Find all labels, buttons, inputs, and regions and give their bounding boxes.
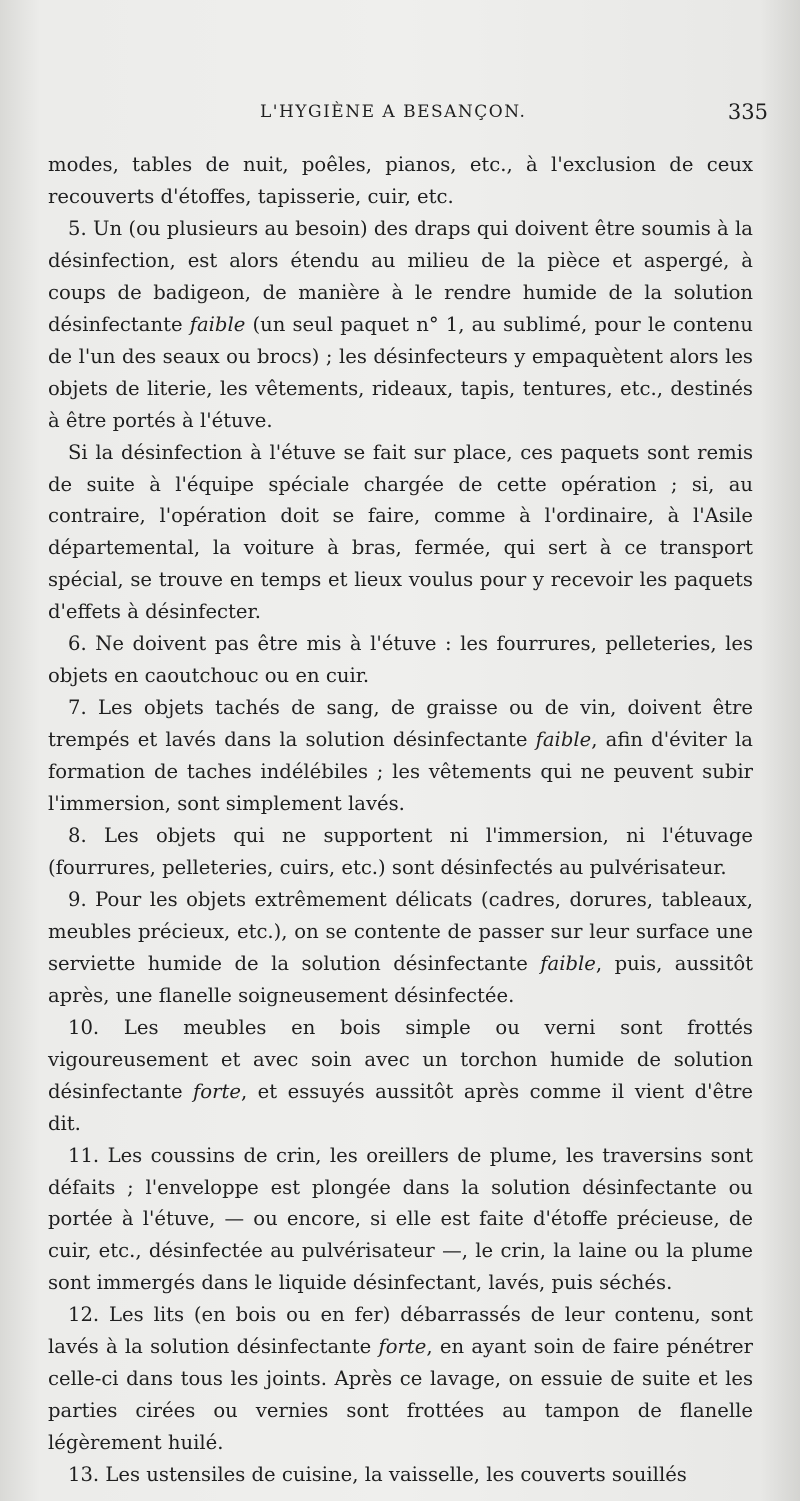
text-segment: 11. Les coussins de crin, les oreillers de plume, les traversins sont défaits ; l'enveloppe est plongée dans la solution désinfectante ou portée à l'étuve, — ou encore, si elle est faite d'étoffe précieuse, de cuir, etc., désinfectée au pulvérisateur —, le crin, la laine ou la plume sont immergés dans le liquide désinfectant, lavés, puis séchés.	[48, 1143, 753, 1295]
text-segment: , puis, aussitôt après, une flanelle soigneusement désinfectée.	[48, 951, 753, 1007]
page-number: 335	[727, 100, 768, 124]
italic-term: forte	[193, 1079, 241, 1103]
italic-term: forte	[378, 1335, 427, 1359]
paragraph	[48, 1299, 753, 1459]
paragraph	[48, 213, 753, 437]
text-segment: modes, tables de nuit, poêles, pianos, etc., à l'exclusion de ceux recouverts d'étoffes, tapisserie, cuir, etc.	[48, 153, 753, 208]
text-segment: 13. Les ustensiles de cuisine, la vaisselle, les couverts souillés	[68, 1463, 687, 1487]
text-segment: (un seul paquet n° 1, au sublimé, pour le contenu de l'un des seaux ou brocs) ; les désinfecteurs y empaquètent alors les objets de literie, les vêtements, rideaux, tapis, tentures, etc., destinés à être portés à l'étuve.	[48, 312, 753, 432]
text-segment: , et essuyés aussitôt après comme il vient d'être dit.	[48, 1079, 753, 1135]
paragraph	[48, 628, 753, 692]
text-segment: 10. Les meubles en bois simple ou verni sont frottés vigoureusement et avec soin avec un torchon humide de solution désinfectante	[48, 1015, 753, 1103]
paragraph	[48, 692, 753, 820]
text-segment: 12. Les lits (en bois ou en fer) débarrassés de leur contenu, sont lavés à la solution désinfectante	[48, 1303, 753, 1359]
page-header	[48, 102, 768, 132]
paragraph	[48, 437, 753, 629]
text-segment: , afin d'éviter la formation de taches indélébiles ; les vêtements qui ne peuvent subir l'immersion, sont simplement lavés.	[48, 728, 753, 816]
paragraph	[48, 1459, 753, 1491]
text-segment: , en ayant soin de faire pénétrer celle-ci dans tous les joints. Après ce lavage, on essuie de suite et les parties cirées ou vernies sont frottées au tampon de flanelle légèrement huilé.	[48, 1335, 753, 1455]
italic-term: faible	[189, 312, 246, 336]
text-segment: 9. Pour les objets extrêmement délicats (cadres, dorures, tableaux, meubles précieux, etc.), on se contente de passer sur leur surface une serviette humide de la solution désinfectante	[48, 887, 753, 975]
body-text	[48, 149, 753, 1491]
paragraph	[48, 149, 753, 213]
text-segment: 8. Les objets qui ne supportent ni l'immersion, ni l'étuvage (fourrures, pelleteries, cuirs, etc.) sont désinfectés au pulvérisateur.	[48, 824, 753, 879]
paragraph	[48, 884, 753, 1012]
italic-term: faible	[535, 728, 592, 752]
running-title: L'HYGIÈNE A BESANÇON.	[260, 102, 527, 122]
text-segment: 5. Un (ou plusieurs au besoin) des draps qui doivent être soumis à la désinfection, est alors étendu au milieu de la pièce et aspergé, à coups de badigeon, de manière à le rendre humide de la solution désinfectante	[48, 216, 753, 336]
paragraph	[48, 820, 753, 884]
text-segment: 6. Ne doivent pas être mis à l'étuve : les fourrures, pelleteries, les objets en caoutchouc ou en cuir.	[48, 632, 753, 688]
paragraph	[48, 1140, 753, 1300]
text-segment: 7. Les objets tachés de sang, de graisse ou de vin, doivent être trempés et lavés dans la solution désinfectante	[48, 696, 753, 752]
italic-term: faible	[540, 951, 596, 975]
text-segment: Si la désinfection à l'étuve se fait sur place, ces paquets sont remis de suite à l'équipe spéciale chargée de cette opération ; si, au contraire, l'opération doit se faire, comme à l'ordinaire, à l'Asile départemental, la voiture à bras, fermée, qui sert à ce transport spécial, se trouve en temps et lieux voulus pour y recevoir les paquets d'effets à désinfecter.	[48, 440, 753, 624]
paragraph	[48, 1012, 753, 1140]
